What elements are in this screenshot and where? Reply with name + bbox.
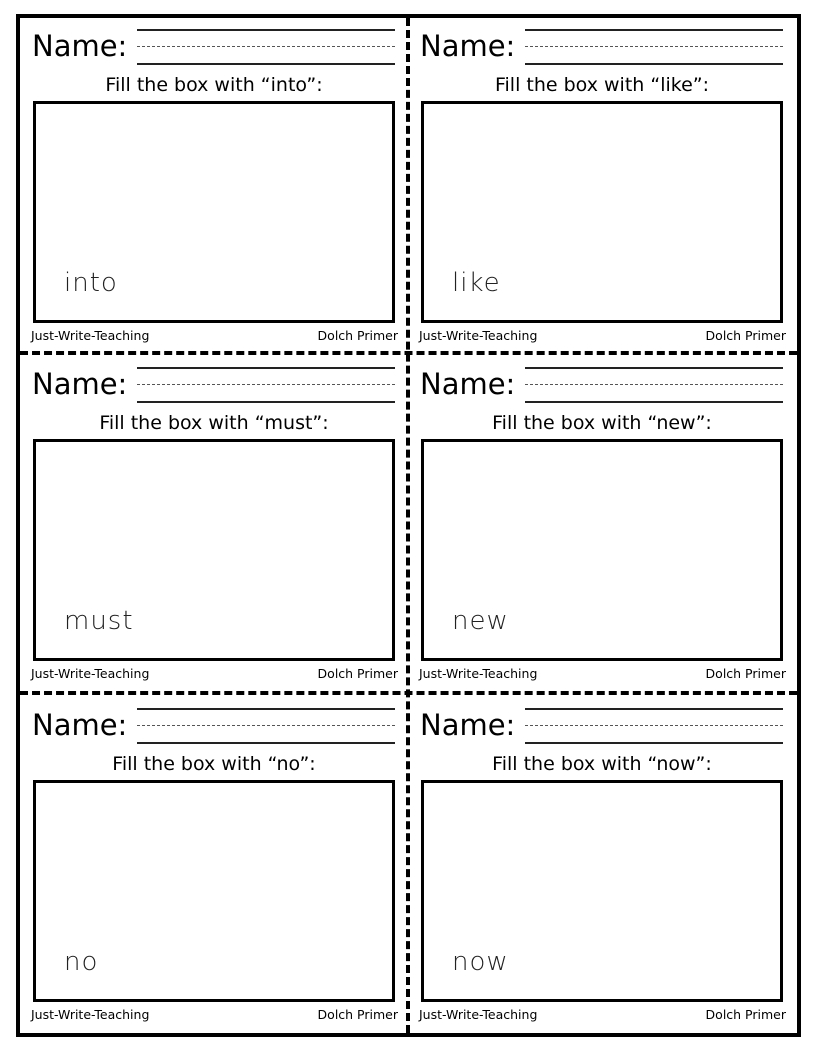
- name-writing-line[interactable]: [525, 725, 783, 726]
- name-base-line: [525, 401, 783, 403]
- instruction: Fill the box with “no”:: [112, 753, 316, 775]
- horizontal-cut-line: [20, 691, 797, 695]
- worksheet-card: [408, 356, 796, 690]
- handwritten-word: must: [64, 606, 134, 636]
- footer-list: Dolch Primer: [317, 1007, 398, 1022]
- footer-list: Dolch Primer: [705, 1007, 786, 1022]
- instruction: Fill the box with “now”:: [492, 753, 712, 775]
- name-top-line: [137, 367, 395, 369]
- handwritten-word: like: [452, 268, 501, 298]
- writing-box[interactable]: [421, 439, 783, 661]
- name-label: Name:: [420, 29, 516, 63]
- writing-box[interactable]: [421, 780, 783, 1002]
- handwritten-word: no: [64, 947, 99, 977]
- footer-list: Dolch Primer: [705, 666, 786, 681]
- footer-brand: Just-Write-Teaching: [31, 328, 150, 343]
- name-top-line: [525, 367, 783, 369]
- footer-brand: Just-Write-Teaching: [419, 1007, 538, 1022]
- name-base-line: [137, 742, 395, 744]
- worksheet-card: [20, 356, 408, 690]
- worksheet-card: [20, 18, 408, 352]
- name-writing-line[interactable]: [137, 725, 395, 726]
- name-label: Name:: [32, 708, 128, 742]
- name-top-line: [525, 29, 783, 31]
- worksheet-card: [408, 18, 796, 352]
- name-writing-line[interactable]: [525, 46, 783, 47]
- footer-brand: Just-Write-Teaching: [419, 666, 538, 681]
- worksheet-card: [408, 697, 796, 1031]
- name-base-line: [137, 63, 395, 65]
- instruction: Fill the box with “new”:: [492, 412, 712, 434]
- name-base-line: [525, 63, 783, 65]
- footer-list: Dolch Primer: [705, 328, 786, 343]
- name-top-line: [137, 708, 395, 710]
- handwritten-word: into: [64, 268, 118, 298]
- name-label: Name:: [420, 708, 516, 742]
- handwritten-word: now: [452, 947, 509, 977]
- name-base-line: [137, 401, 395, 403]
- footer-list: Dolch Primer: [317, 328, 398, 343]
- writing-box[interactable]: [33, 780, 395, 1002]
- handwritten-word: new: [452, 606, 509, 636]
- writing-box[interactable]: [421, 101, 783, 323]
- name-writing-line[interactable]: [137, 384, 395, 385]
- name-top-line: [137, 29, 395, 31]
- name-writing-line[interactable]: [137, 46, 395, 47]
- name-label: Name:: [32, 29, 128, 63]
- name-top-line: [525, 708, 783, 710]
- instruction: Fill the box with “into”:: [105, 74, 323, 96]
- worksheet-card: [20, 697, 408, 1031]
- footer-list: Dolch Primer: [317, 666, 398, 681]
- instruction: Fill the box with “must”:: [99, 412, 329, 434]
- name-writing-line[interactable]: [525, 384, 783, 385]
- name-label: Name:: [420, 367, 516, 401]
- footer-brand: Just-Write-Teaching: [419, 328, 538, 343]
- name-label: Name:: [32, 367, 128, 401]
- footer-brand: Just-Write-Teaching: [31, 1007, 150, 1022]
- writing-box[interactable]: [33, 101, 395, 323]
- instruction: Fill the box with “like”:: [494, 74, 710, 96]
- name-base-line: [525, 742, 783, 744]
- writing-box[interactable]: [33, 439, 395, 661]
- footer-brand: Just-Write-Teaching: [31, 666, 150, 681]
